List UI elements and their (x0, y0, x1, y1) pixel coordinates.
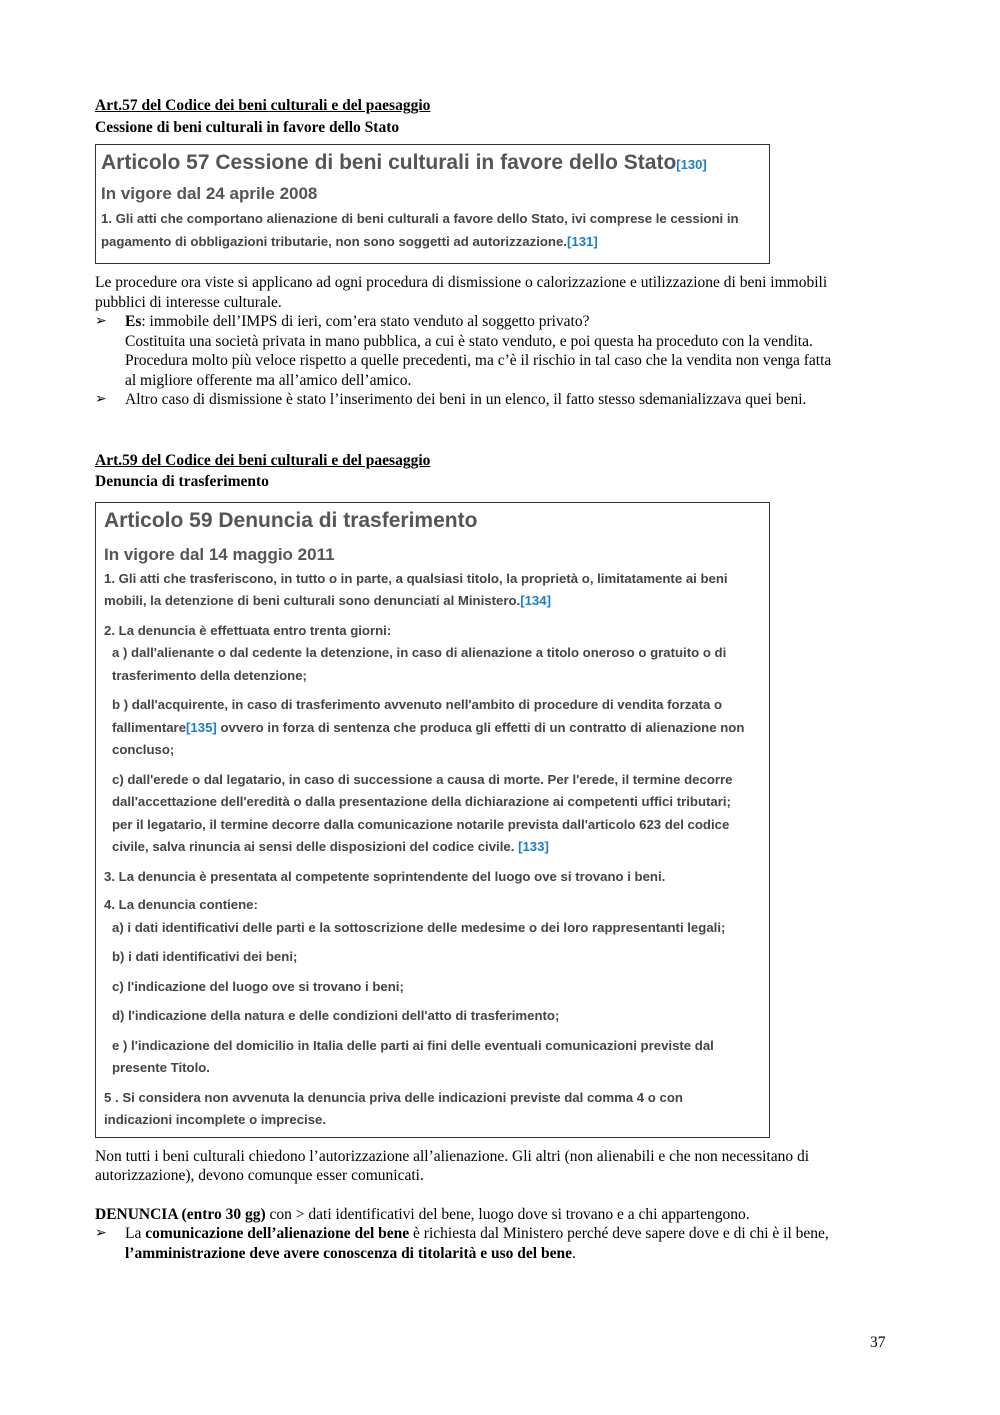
paragraph-non-tutti: Non tutti i beni culturali chiedono l’autorizzazione all’alienazione. Gli altri (non alienabili e che non necessitano di autorizzazione), devono comunque esser comunicati. (95, 1147, 810, 1184)
es-label: Es (125, 313, 142, 330)
art57-box (95, 144, 770, 264)
art59-box (95, 502, 770, 1138)
art59-comma-2: 2. La denuncia è effettuata entro trenta giorni: (104, 622, 392, 638)
art57-heading: Art.57 del Codice dei beni culturali e del paesaggio (95, 97, 431, 114)
bullet-arrow-icon: ➢ (95, 313, 107, 329)
art57-title-ref: [130] (676, 157, 707, 172)
document-page (95, 96, 910, 1263)
bullet-comunicazione: ➢ La comunicazione dell’alienazione del bene è richiesta dal Ministero perché deve sapere dove e di chi è il bene, l’amministrazione deve avere conoscenza di titolarità e uso del bene. (95, 1225, 829, 1262)
art59-comma-1: 1. Gli atti che trasferiscono, in tutto o in parte, a qualsiasi titolo, la proprietà o, limitatamente ai beni mobili, la detenzione di beni culturali sono denunciati al Ministero.[134] (104, 570, 728, 608)
bullet-es: ➢ Es: immobile dell’IMPS di ieri, com’era stato venduto al soggetto privato? Costituita una società privata in mano pubblica, a cui è stato venduto, e poi questa ha proceduto con la vendita. Procedura molto più veloce rispetto a quelle precedenti, ma c’è il rischio in tal caso che la vendita non venga fatta al migliore offerente ma all’amico dell’amico. (95, 313, 832, 389)
art59-c1-ref: [134] (520, 593, 551, 608)
art59-comma-4b: b) i dati identificativi dei beni; (112, 949, 298, 964)
bullet-altro: ➢ Altro caso di dismissione è stato l’inserimento dei beni in un elenco, il fatto stesso sdemanializzava quei beni. (95, 391, 807, 408)
art59-comma-4a: a) i dati identificativi delle parti e la sottoscrizione delle medesime o dei loro rappresentanti legali; (112, 919, 726, 935)
art59-comma-2b: b ) dall'acquirente, in caso di trasferimento avvenuto nell'ambito di procedure di vendita forzata o fallimentare[135] ovvero in forza di sentenza che produca gli effetti di un contratto di alienazione non concluso; (112, 697, 745, 757)
bullet-arrow-icon: ➢ (95, 1225, 107, 1241)
art59-c2b-ref: [135] (186, 719, 217, 735)
art59-box-title: Articolo 59 Denuncia di trasferimento (104, 508, 478, 532)
page-number: 37 (870, 1334, 886, 1351)
art59-comma-4e: e ) l'indicazione del domicilio in Italia delle parti ai fini delle eventuali comunicazioni previste dal presente Titolo. (112, 1037, 714, 1075)
art57-box-title: Articolo 57 Cessione di beni culturali in favore dello Stato[130] (101, 151, 707, 174)
art57-subheading: Cessione di beni culturali in favore dello Stato (95, 118, 400, 136)
paragraph-denuncia: DENUNCIA (entro 30 gg) con > dati identificativi del bene, luogo dove si trovano e a chi appartengono. (95, 1205, 750, 1223)
bullet-arrow-icon: ➢ (95, 391, 107, 407)
denuncia-bold: DENUNCIA (entro 30 gg) (95, 1205, 266, 1223)
art59-comma-5: 5 . Si considera non avvenuta la denuncia priva delle indicazioni previste dal comma 4 o con indicazioni incomplete o imprecise. (104, 1089, 683, 1127)
art59-heading: Art.59 del Codice dei beni culturali e del paesaggio (95, 451, 431, 469)
art59-comma-2c: c) dall'erede o dal legatario, in caso di successione a causa di morte. Per l'erede, il termine decorre dall'accettazione dell'eredità o dalla presentazione della dichiarazione ai competenti uffici tributari; per il legatario, il termine decorre dalla comunicazione notarile prevista dall'articolo 623 del codice civile, salva rinuncia ai sensi delle disposizioni del codice civile. [133] (112, 771, 733, 854)
art59-box-vigore: In vigore dal 14 maggio 2011 (104, 544, 335, 564)
art59-comma-4: 4. La denuncia contiene: (104, 897, 258, 912)
art59-subheading: Denuncia di trasferimento (95, 473, 269, 490)
art59-c2c-ref: [133] (518, 839, 549, 854)
art57-p1-ref: [131] (566, 233, 598, 249)
art59-comma-2a: a ) dall'alienante o dal cedente la detenzione, in caso di alienazione a titolo oneroso o gratuito o di trasferimento della detenzione; (112, 645, 727, 683)
art59-comma-4c: c) l'indicazione del luogo ove si trovano i beni; (112, 978, 404, 994)
art57-box-p1: 1. Gli atti che comportano alienazione di beni culturali a favore dello Stato, ivi comprese le cessioni in pagamento di obbligazioni tributarie, non sono soggetti ad autorizzazione.[131] (101, 211, 739, 249)
art59-comma-3: 3. La denuncia è presentata al competente soprintendente del luogo ove si trovano i beni. (104, 868, 666, 884)
art57-box-vigore: In vigore dal 24 aprile 2008 (101, 184, 318, 203)
art59-comma-4d: d) l'indicazione della natura e delle condizioni dell'atto di trasferimento; (112, 1008, 560, 1023)
paragraph-procedure: Le procedure ora viste si applicano ad ogni procedura di dismissione o calorizzazione e utilizzazione di beni immobili pubblici di interesse culturale. (95, 274, 828, 311)
